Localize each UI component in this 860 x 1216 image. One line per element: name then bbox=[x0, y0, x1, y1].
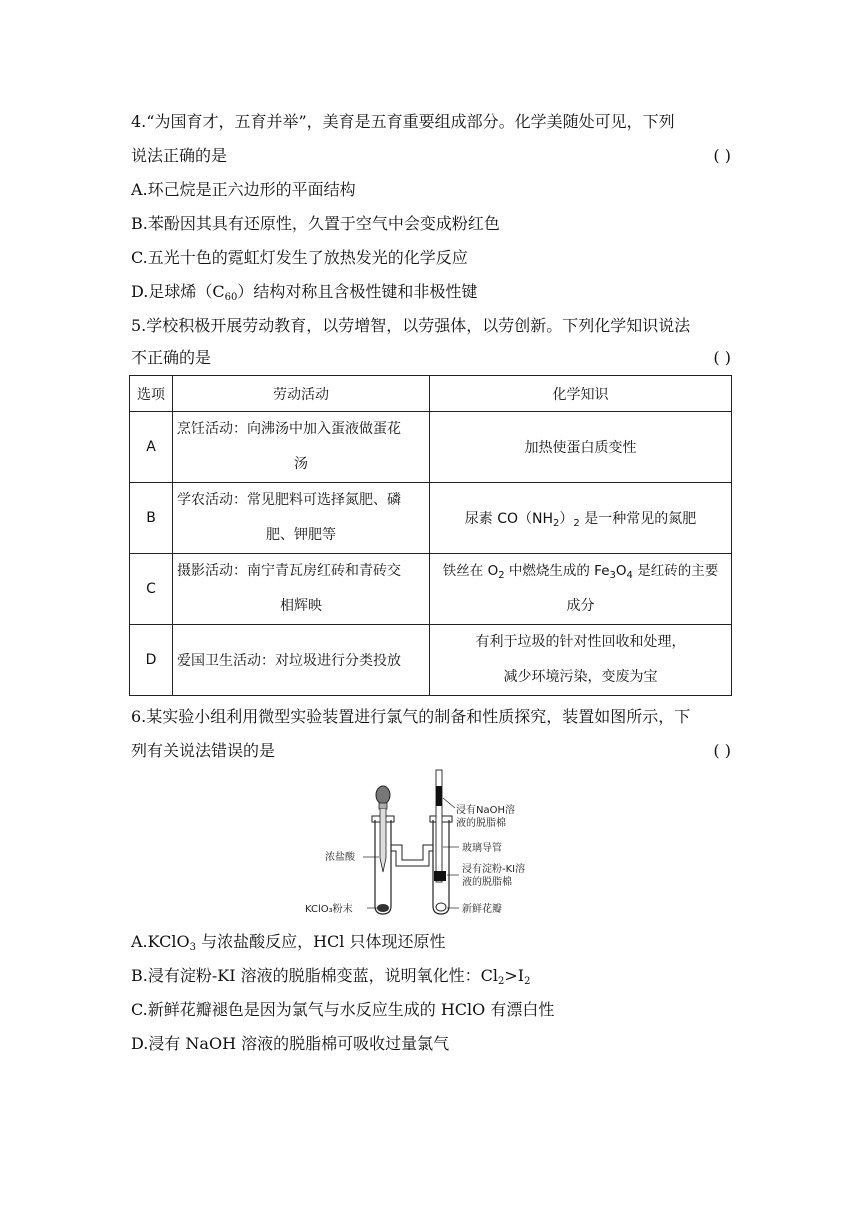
q4-option-d-text: D.足球烯（C bbox=[131, 282, 225, 301]
row-b-knowledge-sub: 2 bbox=[553, 518, 560, 529]
row-a-option: A bbox=[130, 412, 173, 483]
q5-stem-line2 bbox=[131, 348, 731, 368]
table-row bbox=[130, 554, 732, 625]
q4-option-b: B.苯酚因其具有还原性，久置于空气中会变成粉红色 bbox=[131, 214, 500, 233]
naoh-cotton bbox=[436, 786, 442, 806]
flower-petal bbox=[436, 903, 446, 911]
row-c-activity-line2: 相辉映 bbox=[280, 598, 322, 614]
row-d-knowledge-line2: 减少环境污染，变废为宝 bbox=[503, 669, 658, 685]
row-c-text-b: 中燃烧生成的 Fe bbox=[504, 563, 610, 579]
leader-naoh bbox=[443, 798, 455, 808]
row-a-activity-line2: 汤 bbox=[294, 456, 308, 472]
label-tube: 玻璃导管 bbox=[462, 843, 502, 854]
q6-option-b-text2: >I bbox=[504, 966, 525, 985]
row-c-text-d: 是红砖的主要 bbox=[632, 563, 719, 579]
q6-stem-text: 列有关说法错误的是 bbox=[131, 741, 276, 760]
row-c-sub-b: 3 bbox=[609, 570, 616, 581]
header-option: 选项 bbox=[130, 376, 173, 412]
table-row bbox=[130, 412, 732, 483]
row-b-knowledge-text2: ） bbox=[559, 511, 574, 527]
q6-stem-line1: 6.某实验小组利用微型实验装置进行氯气的制备和性质探究，装置如图所示，下 bbox=[131, 707, 691, 726]
label-petal: 新鲜花瓣 bbox=[462, 904, 502, 915]
q6-option-a-text2: 与浓盐酸反应，HCl 只体现还原性 bbox=[196, 932, 446, 951]
row-b-knowledge-sub2: 2 bbox=[573, 518, 580, 529]
header-knowledge: 化学知识 bbox=[430, 376, 732, 412]
q6-option-d: D.浸有 NaOH 溶液的脱脂棉可吸收过量氯气 bbox=[131, 1034, 450, 1053]
q5-answer-paren: ( ) bbox=[713, 348, 731, 367]
q4-option-d-text2: ）结构对称且含极性键和非极性键 bbox=[237, 282, 478, 301]
row-a-activity bbox=[173, 412, 430, 483]
row-c-activity-line1: 摄影活动：南宁青瓦房红砖和青砖交 bbox=[177, 563, 401, 579]
label-hcl: 浓盐酸 bbox=[325, 852, 355, 863]
table-header-row bbox=[130, 376, 732, 412]
row-c-sub-c: 4 bbox=[626, 570, 633, 581]
q4-stem-line2 bbox=[131, 146, 731, 166]
row-d-knowledge bbox=[430, 625, 732, 696]
q6-answer-paren: ( ) bbox=[713, 741, 731, 760]
label-naoh-line2: 液的脱脂棉 bbox=[456, 818, 506, 829]
row-d-activity: 爱国卫生活动：对垃圾进行分类投放 bbox=[173, 625, 430, 696]
q4-option-a: A.环己烷是正六边形的平面结构 bbox=[131, 180, 356, 199]
label-kclo3: KClO₃粉末 bbox=[305, 904, 353, 915]
apparatus-figure bbox=[305, 768, 555, 920]
row-c-knowledge bbox=[430, 554, 732, 625]
q6-option-b-text: B.浸有淀粉-KI 溶液的脱脂棉变蓝，说明氧化性：Cl bbox=[131, 966, 498, 985]
row-b-knowledge-text: 尿素 CO（NH bbox=[464, 511, 554, 527]
q4-stem-line1: 4.“为国育才，五育并举”，美育是五育重要组成部分。化学美随处可见，下列 bbox=[131, 112, 675, 131]
q6-option-c: C.新鲜花瓣褪色是因为氯气与水反应生成的 HClO 有漂白性 bbox=[131, 1000, 555, 1019]
label-ki-line1: 浸有淀粉-KI溶 bbox=[462, 864, 526, 875]
q5-table bbox=[129, 375, 732, 696]
label-naoh-line1: 浸有NaOH溶 bbox=[456, 805, 515, 816]
dropper-bulb bbox=[376, 786, 390, 804]
header-activity: 劳动活动 bbox=[173, 376, 430, 412]
q4-answer-paren: ( ) bbox=[713, 146, 731, 165]
row-c-text-c: O bbox=[615, 563, 627, 579]
connecting-tube-lower bbox=[391, 851, 433, 866]
row-b-option: B bbox=[130, 483, 173, 554]
row-c-activity bbox=[173, 554, 430, 625]
q6-option-b-sub: 2 bbox=[497, 976, 505, 987]
row-c-knowledge-line2: 成分 bbox=[566, 598, 595, 614]
row-a-knowledge: 加热使蛋白质变性 bbox=[430, 412, 732, 483]
table-row bbox=[130, 625, 732, 696]
row-b-activity-line2: 肥、钾肥等 bbox=[266, 527, 336, 543]
row-b-activity-line1: 学农活动：常见肥料可选择氮肥、磷 bbox=[177, 492, 401, 508]
q6-option-a bbox=[131, 932, 731, 952]
q4-option-d bbox=[131, 282, 731, 302]
row-c-text-a: 铁丝在 O bbox=[442, 563, 499, 579]
row-d-knowledge-line1: 有利于垃圾的针对性回收和处理， bbox=[475, 634, 686, 650]
connecting-tube-upper bbox=[391, 845, 433, 860]
dropper-tube bbox=[380, 809, 386, 872]
row-c-option: C bbox=[130, 554, 173, 625]
q4-option-c: C.五光十色的霓虹灯发生了放热发光的化学反应 bbox=[131, 248, 468, 267]
table-row bbox=[130, 483, 732, 554]
q4-stem-text: 说法正确的是 bbox=[131, 146, 228, 165]
row-c-sub-a: 2 bbox=[498, 570, 505, 581]
label-ki-line2: 液的脱脂棉 bbox=[462, 877, 512, 888]
q6-stem-line2 bbox=[131, 741, 731, 761]
q6-option-b bbox=[131, 966, 731, 986]
q6-option-a-sub: 3 bbox=[189, 942, 197, 953]
ki-cotton bbox=[434, 871, 446, 881]
dropper-neck bbox=[379, 803, 387, 809]
row-b-knowledge-text3: 是一种常见的氮肥 bbox=[579, 511, 697, 527]
row-a-activity-line1: 烹饪活动：向沸汤中加入蛋液做蛋花 bbox=[177, 421, 401, 437]
q4-option-d-sub: 60 bbox=[224, 292, 238, 303]
row-c-knowledge-line1 bbox=[432, 554, 729, 589]
q5-stem-text: 不正确的是 bbox=[131, 348, 212, 367]
q6-option-b-sub2: 2 bbox=[524, 976, 531, 987]
row-d-option: D bbox=[130, 625, 173, 696]
q5-stem-line1: 5.学校积极开展劳动教育，以劳增智，以劳强体，以劳创新。下列化学知识说法 bbox=[131, 316, 691, 335]
q6-option-a-text: A.KClO bbox=[131, 932, 190, 951]
row-b-knowledge bbox=[430, 483, 732, 554]
kclo3-powder bbox=[377, 904, 389, 912]
row-b-activity bbox=[173, 483, 430, 554]
